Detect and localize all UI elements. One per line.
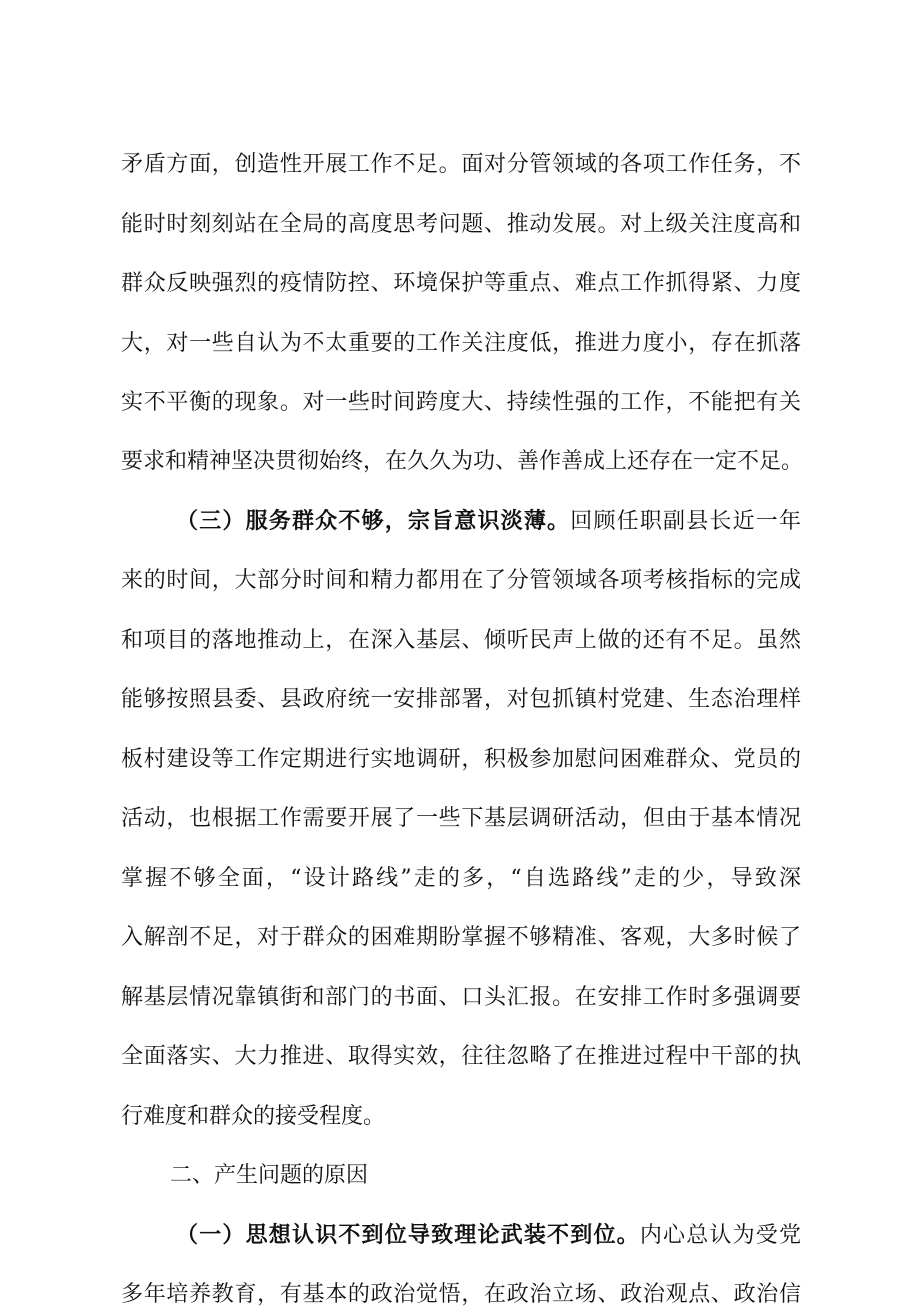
paragraph-2-line-8: 入解剖不足，对于群众的困难期盼掌握不够精准、客观，大多时候了	[121, 925, 801, 950]
paragraph-2-line-4: 能够按照县委、县政府统一安排部署，对包抓镇村党建、生态治理样	[121, 687, 801, 712]
paragraph-2-line-2: 来的时间，大部分时间和精力都用在了分管领域各项考核指标的完成	[121, 568, 801, 593]
paragraph-2-line-10: 全面落实、大力推进、取得实效，往往忽略了在推进过程中干部的执	[121, 1044, 801, 1069]
section-2-title: 二、产生问题的原因	[170, 1163, 369, 1188]
paragraph-1-line-5: 实不平衡的现象。对一些时间跨度大、持续性强的工作，不能把有关	[121, 390, 801, 415]
paragraph-2-first-line-rest: 回顾任职副县长近一年	[570, 509, 801, 534]
paragraph-1-line-4: 大，对一些自认为不太重要的工作关注度低，推进力度小，存在抓落	[121, 331, 801, 356]
paragraph-1-line-2: 能时时刻刻站在全局的高度思考问题、推动发展。对上级关注度高和	[121, 212, 801, 237]
paragraph-1-line-6: 要求和精神坚决贯彻始终，在久久为功、善作善成上还存在一定不足。	[121, 449, 804, 474]
paragraph-3-heading: （一）思想认识不到位导致理论武装不到位。	[176, 1223, 640, 1248]
paragraph-2-heading: （三）服务群众不够，宗旨意识淡薄。	[176, 509, 571, 534]
paragraph-2-line-7: 掌握不够全面，“设计路线”走的多，“自选路线”走的少，导致深	[121, 866, 801, 891]
paragraph-2-line-5: 板村建设等工作定期进行实地调研，积极参加慰问困难群众、党员的	[121, 747, 801, 772]
paragraph-2-line-11: 行难度和群众的接受程度。	[121, 1104, 386, 1129]
paragraph-2-line-9: 解基层情况靠镇街和部门的书面、口头汇报。在安排工作时多强调要	[121, 985, 801, 1010]
paragraph-2-line-3: 和项目的落地推动上，在深入基层、倾听民声上做的还有不足。虽然	[121, 628, 801, 653]
paragraph-1-line-1: 矛盾方面，创造性开展工作不足。面对分管领域的各项工作任务，不	[121, 152, 801, 177]
paragraph-3-first-line	[176, 1216, 801, 1256]
paragraph-3-line-2: 多年培养教育，有基本的政治觉悟，在政治立场、政治观点、政治信	[121, 1282, 801, 1307]
paragraph-1-line-3: 群众反映强烈的疫情防控、环境保护等重点、难点工作抓得紧、力度	[121, 271, 801, 296]
paragraph-2-first-line	[176, 502, 801, 542]
paragraph-3-first-line-rest: 内心总认为受党	[639, 1223, 801, 1248]
paragraph-2-line-6: 活动，也根据工作需要开展了一些下基层调研活动，但由于基本情况	[121, 806, 801, 831]
